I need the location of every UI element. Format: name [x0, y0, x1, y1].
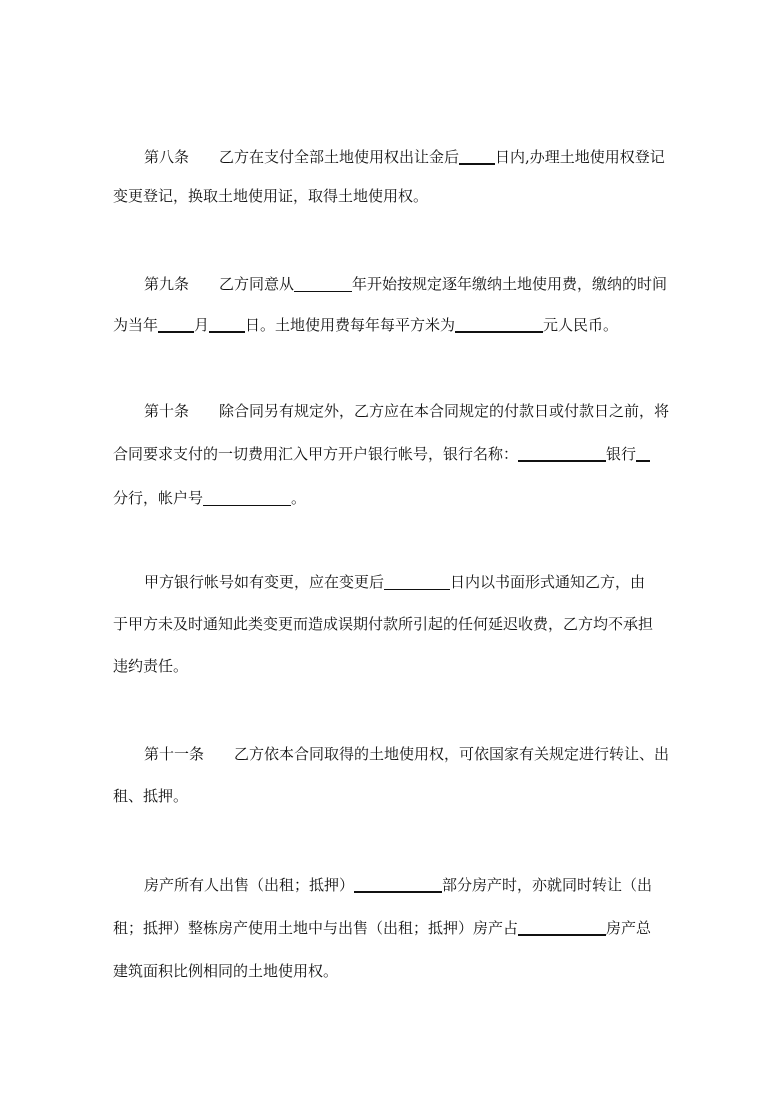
article-9-text: 月 [194, 316, 210, 334]
article-11-line-2: 租、抵押。 [113, 787, 189, 805]
article-10-text: 。 [291, 489, 307, 507]
house-text: 部分房产时，亦就同时转让（出 [442, 876, 653, 894]
article-10-line-1 [144, 401, 669, 421]
house-text: 房产所有人出售（出租；抵押） [144, 876, 355, 894]
article-8-text: 日内,办理土地使用权登记 [495, 148, 665, 166]
day-blank [209, 316, 245, 333]
article-10-text: 除合同另有规定外，乙方应在本合同规定的付款日或付款日之前，将 [219, 402, 670, 420]
article-8-line-2: 变更登记，换取土地使用证，取得土地使用权。 [113, 187, 429, 205]
bank-change-line-2: 于甲方未及时通知此类变更而造成误期付款所引起的任何延迟收费，乙方均不承担 [113, 615, 654, 633]
bank-blank [636, 445, 650, 462]
article-10-text: 银行 [606, 445, 637, 463]
portion-blank [354, 876, 442, 893]
house-line-3: 建筑面积比例相同的土地使用权。 [113, 962, 339, 980]
share-blank [518, 919, 606, 936]
article-10-line-3 [113, 488, 306, 508]
fee-blank [455, 316, 543, 333]
article-9-text: 年开始按规定逐年缴纳土地使用费，缴纳的时间 [352, 275, 668, 293]
bank-change-line-1 [144, 572, 645, 592]
article-9-line-1 [144, 274, 667, 294]
article-10-line-2 [113, 444, 650, 464]
article-9-text: 乙方同意从 [219, 275, 295, 293]
article-8-text: 乙方在支付全部土地使用权出让金后 [219, 148, 460, 166]
notice-days-blank [384, 574, 450, 590]
bank-change-line-3: 违约责任。 [113, 657, 189, 675]
year-blank [294, 276, 352, 292]
article-8-line-1 [144, 147, 665, 167]
article-11-heading: 第十一条 [144, 745, 205, 763]
days-blank [459, 148, 495, 165]
article-9-text: 元人民币。 [543, 316, 619, 334]
article-9-text: 为当年 [113, 316, 159, 334]
bank-change-text: 甲方银行帐号如有变更，应在变更后 [144, 573, 385, 591]
article-8-heading: 第八条 [144, 148, 190, 166]
article-10-heading: 第十条 [144, 402, 190, 420]
house-line-1 [144, 875, 652, 895]
house-text: 租；抵押）整栋房产使用土地中与出售（出租；抵押）房产占 [113, 919, 519, 937]
month-blank [158, 316, 194, 333]
article-10-text: 分行，帐户号 [113, 489, 204, 507]
article-9-line-2 [113, 315, 618, 335]
article-10-text: 合同要求支付的一切费用汇入甲方开户银行帐号，银行名称： [113, 445, 519, 463]
article-11-text: 乙方依本合同取得的土地使用权，可依国家有关规定进行转让、出 [234, 745, 670, 763]
house-text: 房产总 [606, 919, 652, 937]
bank-name-blank [518, 445, 606, 462]
article-11-line-1 [144, 744, 669, 764]
bank-change-text: 日内以书面形式通知乙方，由 [450, 573, 646, 591]
article-9-heading: 第九条 [144, 275, 190, 293]
article-9-text: 日。土地使用费每年每平方米为 [245, 316, 456, 334]
account-number-blank [203, 490, 291, 506]
house-line-2 [113, 918, 651, 938]
